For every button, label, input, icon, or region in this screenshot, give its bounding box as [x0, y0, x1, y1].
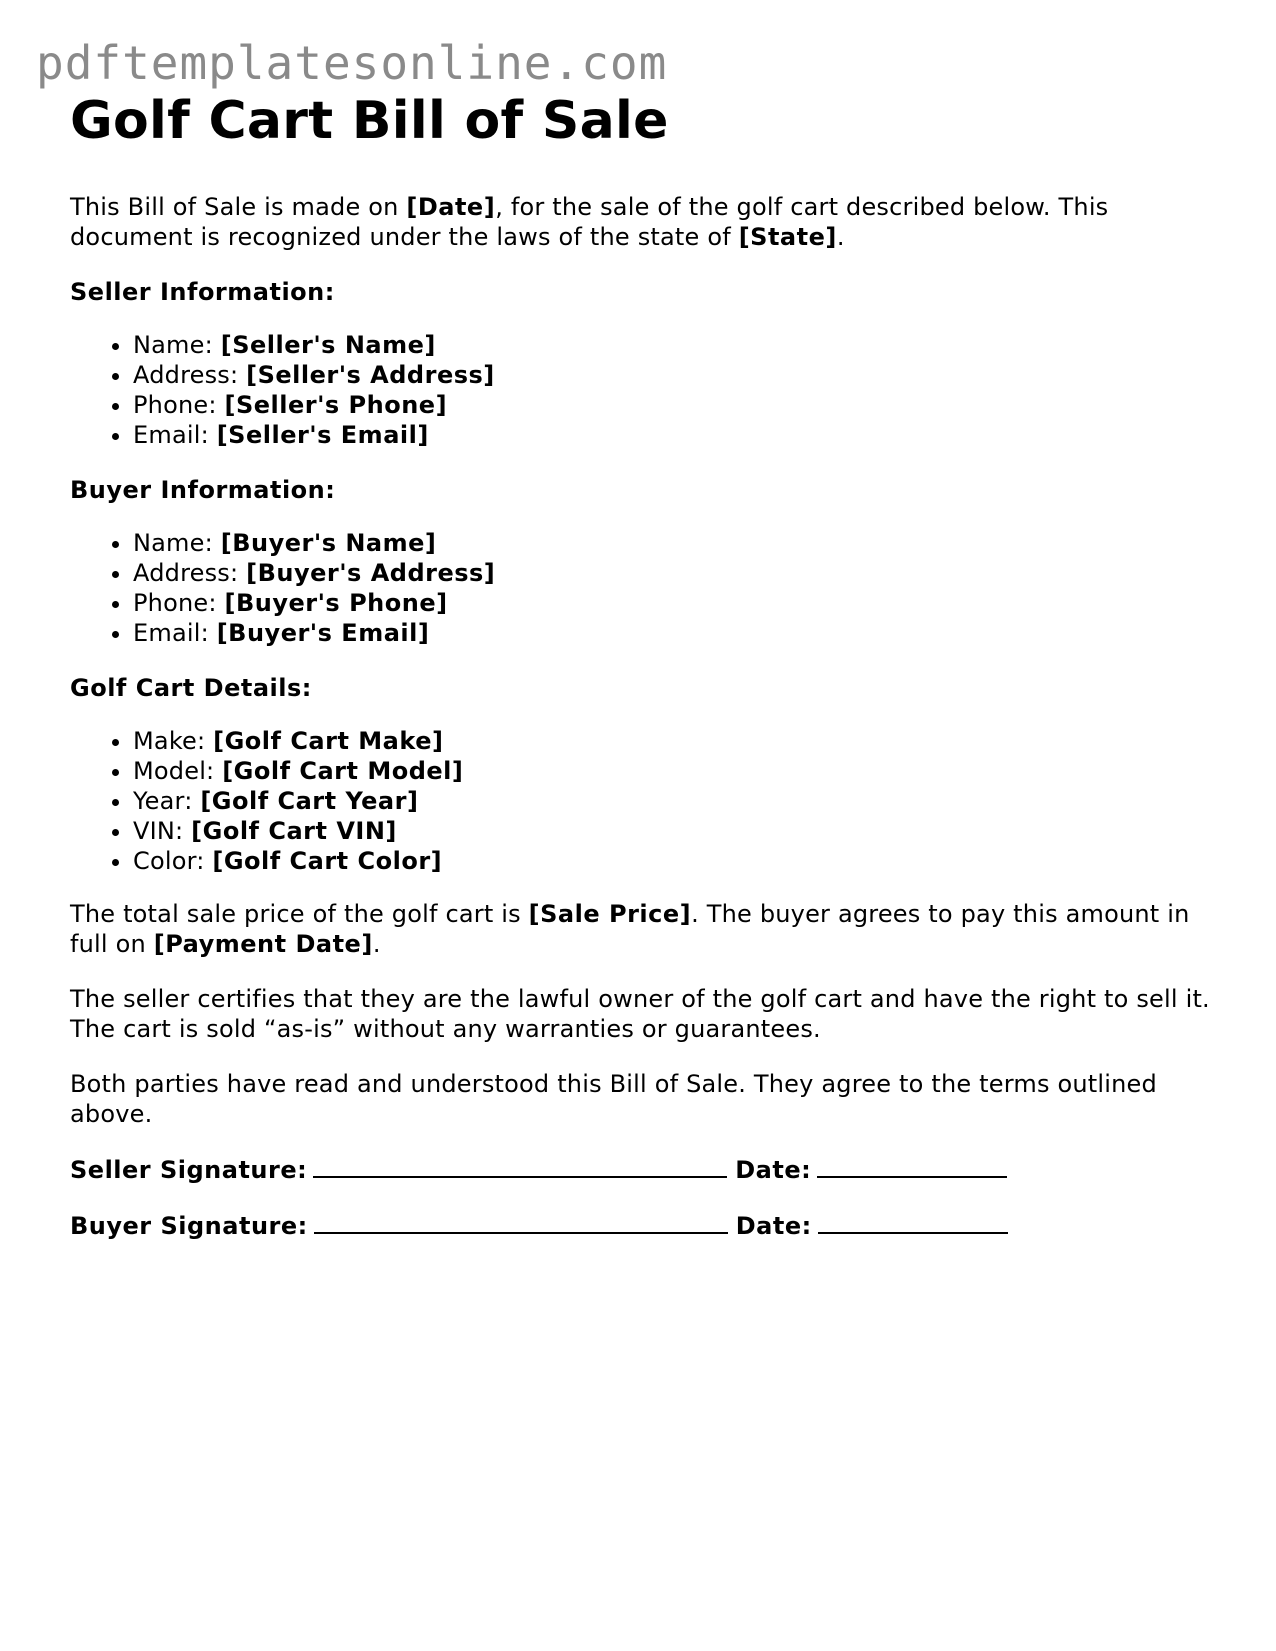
buyer-signature-field[interactable] — [314, 1210, 728, 1234]
field-value: [Seller's Name] — [220, 331, 436, 359]
list-item — [133, 816, 1210, 846]
buyer-date-field[interactable] — [818, 1210, 1008, 1234]
field-label: Make: — [133, 727, 214, 755]
buyer-heading: Buyer Information: — [70, 476, 336, 504]
field-value: [Golf Cart Year] — [200, 787, 419, 815]
field-value: [Golf Cart Make] — [213, 727, 444, 755]
seller-signature-line — [70, 1154, 1210, 1185]
buyer-signature-label: Buyer Signature: — [70, 1212, 308, 1240]
buyer-date-label: Date: — [735, 1212, 812, 1240]
seller-signature-label: Seller Signature: — [70, 1156, 308, 1184]
price-text-3: . — [372, 930, 381, 958]
list-item — [133, 618, 1210, 648]
buyer-info-list — [70, 528, 1210, 648]
field-label: Address: — [133, 361, 247, 389]
field-value: [Buyer's Email] — [216, 619, 430, 647]
buyer-signature-line — [70, 1210, 1210, 1241]
list-item — [133, 786, 1210, 816]
cart-details-list — [70, 726, 1210, 876]
document-title: Golf Cart Bill of Sale — [70, 91, 669, 151]
field-label: Email: — [133, 421, 217, 449]
agreement-paragraph: Both parties have read and understood this Bill of Sale. They agree to the terms outlined above. — [70, 1070, 1157, 1128]
price-paragraph — [70, 899, 1210, 959]
field-value: [Seller's Phone] — [224, 391, 448, 419]
seller-heading: Seller Information: — [70, 278, 335, 306]
intro-text-2: , for the sale of the golf cart described below. This document is recognized under the laws of the state of — [70, 193, 1109, 251]
seller-info-list — [70, 330, 1210, 450]
watermark: pdftemplatesonline.com — [36, 36, 668, 90]
list-item — [133, 420, 1210, 450]
seller-date-label: Date: — [735, 1156, 812, 1184]
intro-text-3: . — [836, 223, 845, 251]
field-label: Address: — [133, 559, 247, 587]
intro-text-1: This Bill of Sale is made on — [70, 193, 407, 221]
field-value: [Buyer's Name] — [220, 529, 437, 557]
field-label: Name: — [133, 529, 221, 557]
field-label: VIN: — [133, 817, 192, 845]
field-label: Phone: — [133, 589, 225, 617]
intro-paragraph — [70, 192, 1210, 252]
field-value: [Buyer's Phone] — [224, 589, 448, 617]
list-item — [133, 588, 1210, 618]
payment-date-placeholder: [Payment Date] — [153, 930, 373, 958]
list-item — [133, 390, 1210, 420]
field-value: [Seller's Email] — [216, 421, 429, 449]
field-label: Color: — [133, 847, 213, 875]
field-value: [Seller's Address] — [246, 361, 495, 389]
list-item — [133, 360, 1210, 390]
field-value: [Golf Cart Color] — [212, 847, 443, 875]
list-item — [133, 558, 1210, 588]
field-value: [Golf Cart Model] — [222, 757, 464, 785]
certify-paragraph: The seller certifies that they are the lawful owner of the golf cart and have the right to sell it. The cart is sold “as-is” without any warranties or guarantees. — [70, 985, 1210, 1043]
field-value: [Golf Cart VIN] — [191, 817, 397, 845]
list-item — [133, 528, 1210, 558]
cart-details-heading: Golf Cart Details: — [70, 674, 312, 702]
field-label: Model: — [133, 757, 223, 785]
date-placeholder: [Date] — [406, 193, 496, 221]
seller-signature-field[interactable] — [313, 1154, 727, 1178]
price-text-2: . The buyer agrees to pay this amount in full on — [70, 900, 1190, 958]
state-placeholder: [State] — [738, 223, 837, 251]
field-value: [Buyer's Address] — [246, 559, 496, 587]
field-label: Email: — [133, 619, 217, 647]
field-label: Year: — [133, 787, 201, 815]
seller-date-field[interactable] — [817, 1154, 1007, 1178]
list-item — [133, 726, 1210, 756]
price-text-1: The total sale price of the golf cart is — [70, 900, 529, 928]
field-label: Name: — [133, 331, 221, 359]
document-page — [70, 90, 1210, 1241]
list-item — [133, 756, 1210, 786]
list-item — [133, 846, 1210, 876]
list-item — [133, 330, 1210, 360]
sale-price-placeholder: [Sale Price] — [528, 900, 692, 928]
field-label: Phone: — [133, 391, 225, 419]
